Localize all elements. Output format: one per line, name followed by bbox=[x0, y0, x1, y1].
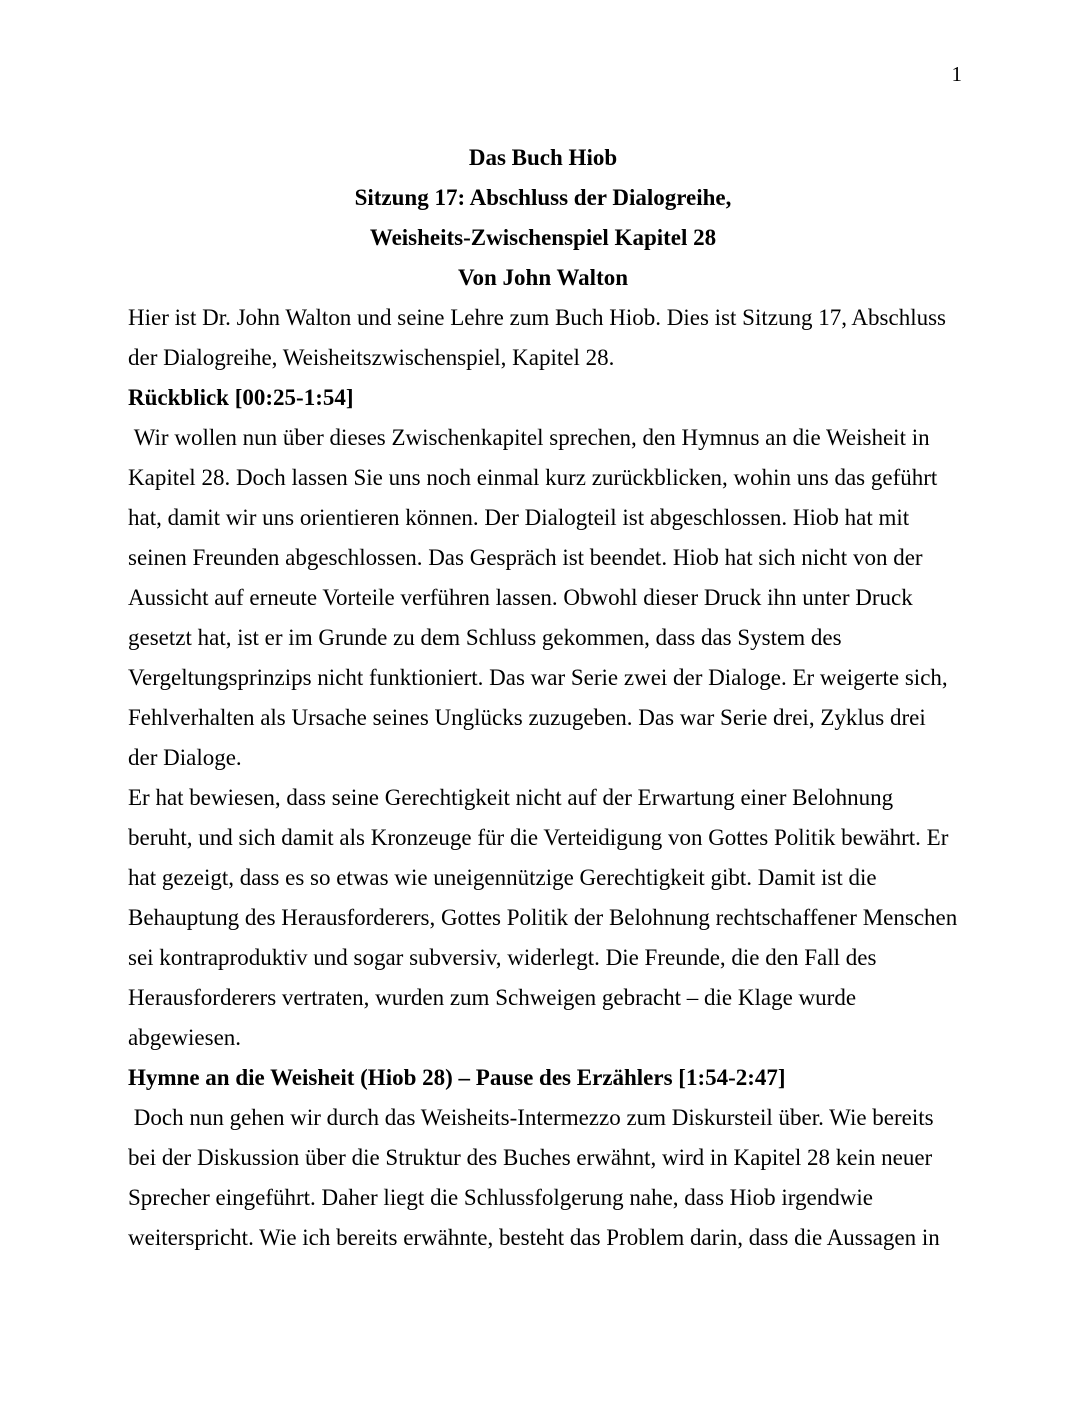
page-number: 1 bbox=[951, 62, 962, 86]
document-author: Von John Walton bbox=[457, 265, 629, 290]
rueckblick-paragraph-1: Wir wollen nun über dieses Zwischenkapitel sprechen, den Hymnus an die Weisheit in Kapitel 28. Doch lassen Sie uns noch einmal kurz zurückblicken, wohin uns das geführt hat, damit wir uns orientieren können. Der Dialogteil ist abgeschlossen. Hiob hat mit seinen Freunden abgeschlossen. Das Gespräch ist beendet. Hiob hat sich nicht von der Aussicht auf erneute Vorteile verführen lassen. Obwohl dieser Druck ihn unter Druck gesetzt hat, ist er im Grunde zu dem Schluss gekommen, dass das System des Vergeltungsprinzips nicht funktioniert. Das war Serie zwei der Dialoge. Er weigerte sich, Fehlverhalten als Ursache seines Unglücks zuzugeben. Das war Serie drei, Zyklus drei der Dialoge. bbox=[128, 425, 954, 770]
document-content bbox=[128, 138, 963, 1258]
document-subtitle-chapter: Weisheits-Zwischenspiel Kapitel 28 bbox=[369, 225, 717, 250]
hymne-paragraph-1: Doch nun gehen wir durch das Weisheits-Intermezzo zum Diskursteil über. Wie bereits bei der Diskussion über die Struktur des Buches erwähnt, wird in Kapitel 28 kein neuer Sprecher eingeführt. Daher liegt die Schlussfolgerung nahe, dass Hiob irgendwie weiterspricht. Wie ich bereits erwähnte, besteht das Problem darin, dass die Aussagen in bbox=[128, 1105, 940, 1250]
rueckblick-paragraph-2: Er hat bewiesen, dass seine Gerechtigkeit nicht auf der Erwartung einer Belohnung beruht, und sich damit als Kronzeuge für die Verteidigung von Gottes Politik bewährt. Er hat gezeigt, dass es so etwas wie uneigennützige Gerechtigkeit gibt. Damit ist die Behauptung des Herausforderers, Gottes Politik der Belohnung rechtschaffener Menschen sei kontraproduktiv und sogar subversiv, widerlegt. Die Freunde, die den Fall des Herausforderers vertraten, wurden zum Schweigen gebracht – die Klage wurde abgewiesen. bbox=[128, 785, 963, 1050]
document-title: Das Buch Hiob bbox=[468, 145, 618, 170]
document-subtitle-session: Sitzung 17: Abschluss der Dialogreihe, bbox=[354, 185, 732, 210]
intro-paragraph: Hier ist Dr. John Walton und seine Lehre zum Buch Hiob. Dies ist Sitzung 17, Abschluss der Dialogreihe, Weisheitszwischenspiel, Kapitel 28. bbox=[128, 305, 952, 370]
section-heading-rueckblick: Rückblick [00:25-1:54] bbox=[128, 385, 354, 410]
section-heading-hymne: Hymne an die Weisheit (Hiob 28) – Pause des Erzählers [1:54-2:47] bbox=[128, 1065, 786, 1090]
